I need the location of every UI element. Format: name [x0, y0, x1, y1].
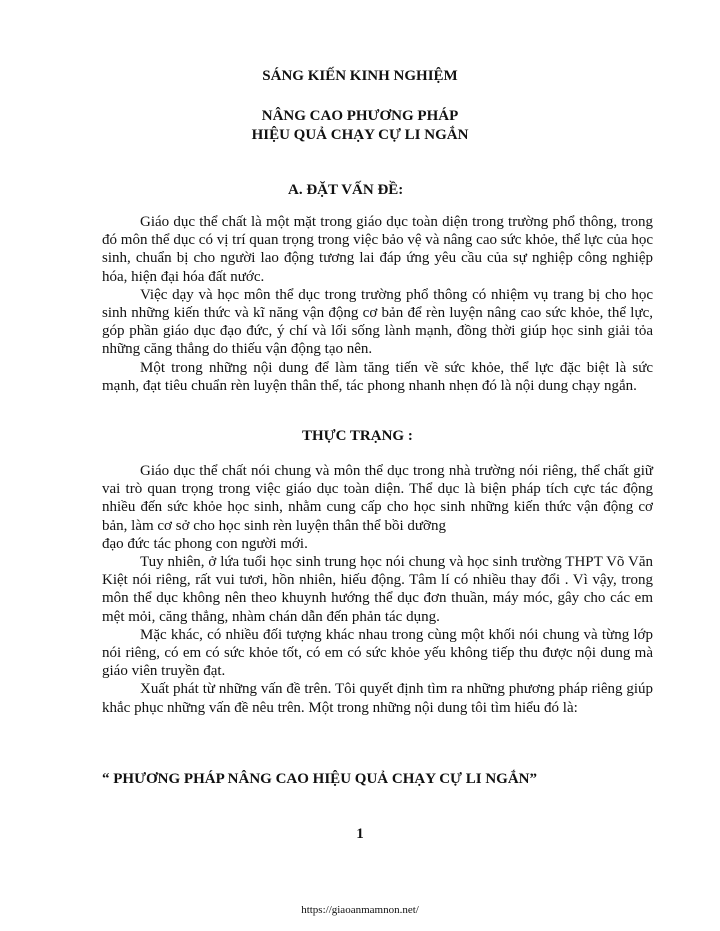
paragraph: Giáo dục thể chất nói chung và môn thể dục trong nhà trường nói riêng, thể chất giữ vai trò quan trọng trong việc giáo dục toàn diện. Thể dục là biện pháp tích cực tác động nhiều đến sức khỏe học sinh, nhằm cung cấp cho học sinh những kiến thức vận động cơ bản, làm cơ sở cho học sinh rèn luyện thân thể bồi dưỡng	[102, 463, 653, 534]
section-a-heading: A. ĐẶT VẤN ĐỀ:	[288, 182, 404, 198]
document-title	[0, 107, 720, 145]
footer-url: https://giaoanmamnon.net/	[301, 904, 419, 916]
paragraph: Giáo dục thể chất là một mặt trong giáo dục toàn diện trong trường phổ thông, trong đó môn thể dục có vị trí quan trọng trong việc bảo vệ và nâng cao sức khỏe, thể lực của học sinh, chuẩn bị cho người lao động tương lai đáp ứng yêu cầu của sự nghiệp công nghiệp hóa, hiện đại hóa đất nước.	[102, 214, 653, 285]
section-b-heading: THỰC TRẠNG :	[302, 428, 413, 444]
paragraph: Mặc khác, có nhiều đối tượng khác nhau trong cùng một khối nói chung và từng lớp nói riêng, có em có sức khỏe tốt, có em có sức khỏe yếu không tiếp thu được nội dung mà giáo viên truyền đạt.	[102, 626, 653, 680]
document-label: SÁNG KIẾN KINH NGHIỆM	[262, 68, 458, 84]
paragraph-continuation: đạo đức tác phong con người mới.	[102, 535, 308, 552]
paragraph: Xuất phát từ những vấn đề trên. Tôi quyết định tìm ra những phương pháp riêng giúp khắc phục những vấn đề nêu trên. Một trong những nội dung tôi tìm hiểu đó là:	[102, 681, 653, 716]
topic-title: “ PHƯƠNG PHÁP NÂNG CAO HIỆU QUẢ CHẠY CỰ LI NGẮN”	[102, 771, 537, 787]
section-a-body	[102, 213, 653, 395]
paragraph: Một trong những nội dung để làm tăng tiến về sức khỏe, thể lực đặc biệt là sức mạnh, đạt tiêu chuẩn rèn luyện thân thể, tác phong nhanh nhẹn đó là nội dung chạy ngắn.	[102, 359, 653, 394]
title-line-1: NÂNG CAO PHƯƠNG PHÁP	[261, 108, 459, 124]
section-b-body	[102, 462, 653, 717]
paragraph: Tuy nhiên, ở lứa tuổi học sinh trung học nói chung và học sinh trường THPT Võ Văn Kiệt nói riêng, rất vui tươi, hồn nhiên, hiếu động. Tâm lí có nhiều thay đổi . Vì vậy, trong môn thể dục không nên theo khuynh hướng thể dục đơn thuần, máy móc, gây cho các em mệt mỏi, căng thẳng, nhàm chán dẫn đến phản tác dụng.	[102, 554, 653, 625]
page-number: 1	[356, 826, 364, 842]
title-line-2: HIỆU QUẢ CHẠY CỰ LI NGẮN	[251, 127, 469, 143]
paragraph: Việc dạy và học môn thể dục trong trường phổ thông có nhiệm vụ trang bị cho học sinh những kiến thức và kĩ năng vận động cơ bản để rèn luyện nâng cao sức khỏe, thể lực, góp phần giáo dục đạo đức, ý chí và lối sống lành mạnh, đồng thời giúp học sinh giải tỏa những căng thẳng do thiếu vận động tạo nên.	[102, 286, 653, 358]
